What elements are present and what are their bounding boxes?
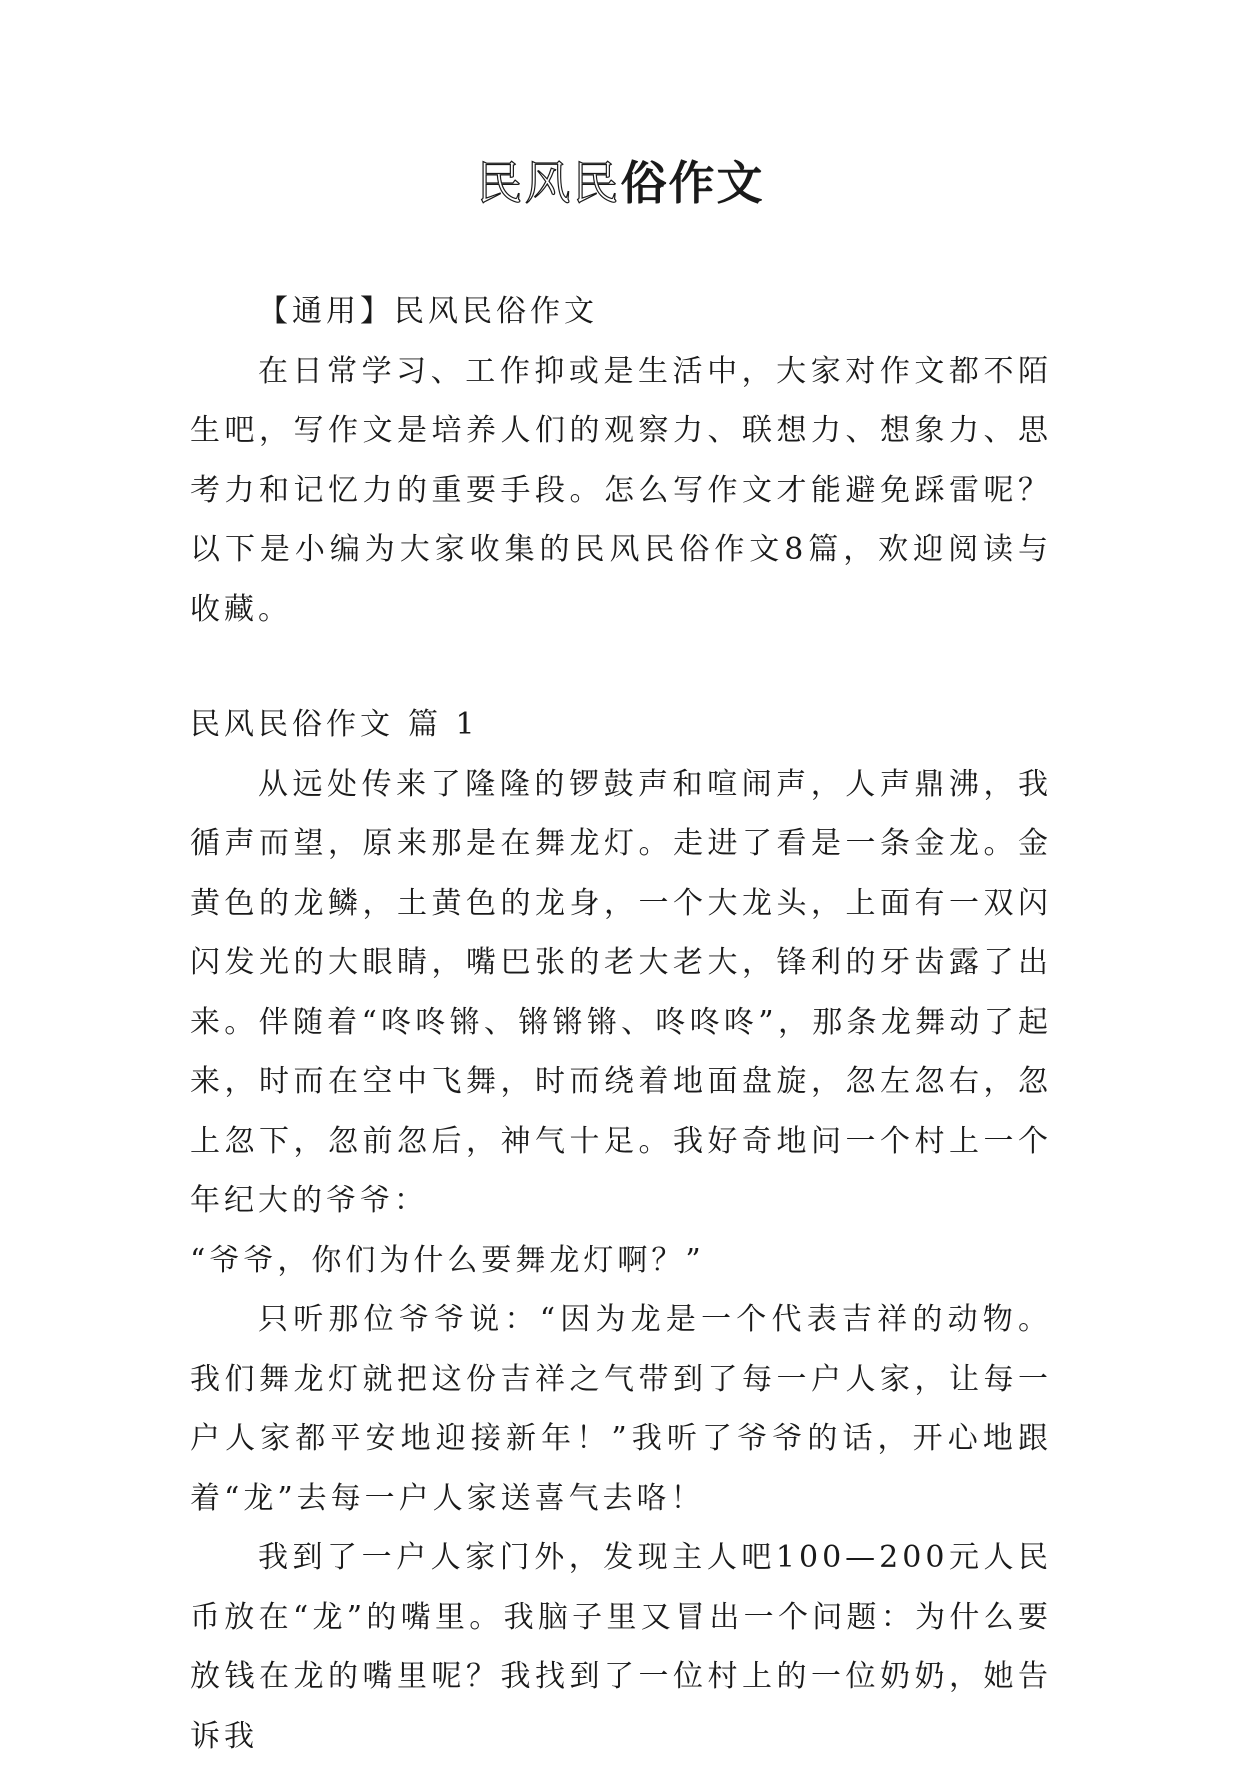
document-tagline: 【通用】民风民俗作文	[258, 294, 598, 329]
body-paragraph: 我到了一户人家门外，发现主人吧100—200元人民币放在“龙”的嘴里。我脑子里又冒出一个问题：为什么要放钱在龙的嘴里呢？我找到了一位村上的一位奶奶，她告诉我	[190, 1540, 1052, 1754]
body-paragraph: 只听那位爷爷说：“因为龙是一个代表吉祥的动物。我们舞龙灯就把这份吉祥之气带到了每一户人家，让每一户人家都平安地迎接新年！”我听了爷爷的话，开心地跟着“龙”去每一户人家送喜气去咯！	[190, 1302, 1052, 1516]
section-heading	[190, 695, 1052, 755]
body-paragraph: 从远处传来了隆隆的锣鼓声和喧闹声，人声鼎沸，我循声而望，原来那是在舞龙灯。走进了看是一条金龙。金黄色的龙鳞，土黄色的龙身，一个大龙头，上面有一双闪闪发光的大眼睛，嘴巴张的老大老大，锋利的牙齿露了出来。伴随着“咚咚锵、锵锵锵、咚咚咚”，那条龙舞动了起来，时而在空中飞舞，时而绕着地面盘旋，忽左忽右，忽上忽下，忽前忽后，神气十足。我好奇地问一个村上一个年纪大的爷爷：	[190, 766, 1052, 1218]
section-heading-number: 篇 1	[408, 707, 479, 742]
body-paragraph: “爷爷，你们为什么要舞龙灯啊？”	[190, 1242, 705, 1278]
document-title-bold-part: 俗作文	[620, 156, 765, 210]
document-title	[0, 148, 1241, 218]
document-body	[190, 282, 1052, 1766]
document-title-outline-part: 民风民	[476, 156, 621, 210]
intro-paragraph: 在日常学习、工作抑或是生活中，大家对作文都不陌生吧，写作文是培养人们的观察力、联想力、想象力、思考力和记忆力的重要手段。怎么写作文才能避免踩雷呢？以下是小编为大家收集的民风民俗作文8篇，欢迎阅读与收藏。	[190, 353, 1052, 627]
section-heading-title: 民风民俗作文	[190, 707, 394, 742]
